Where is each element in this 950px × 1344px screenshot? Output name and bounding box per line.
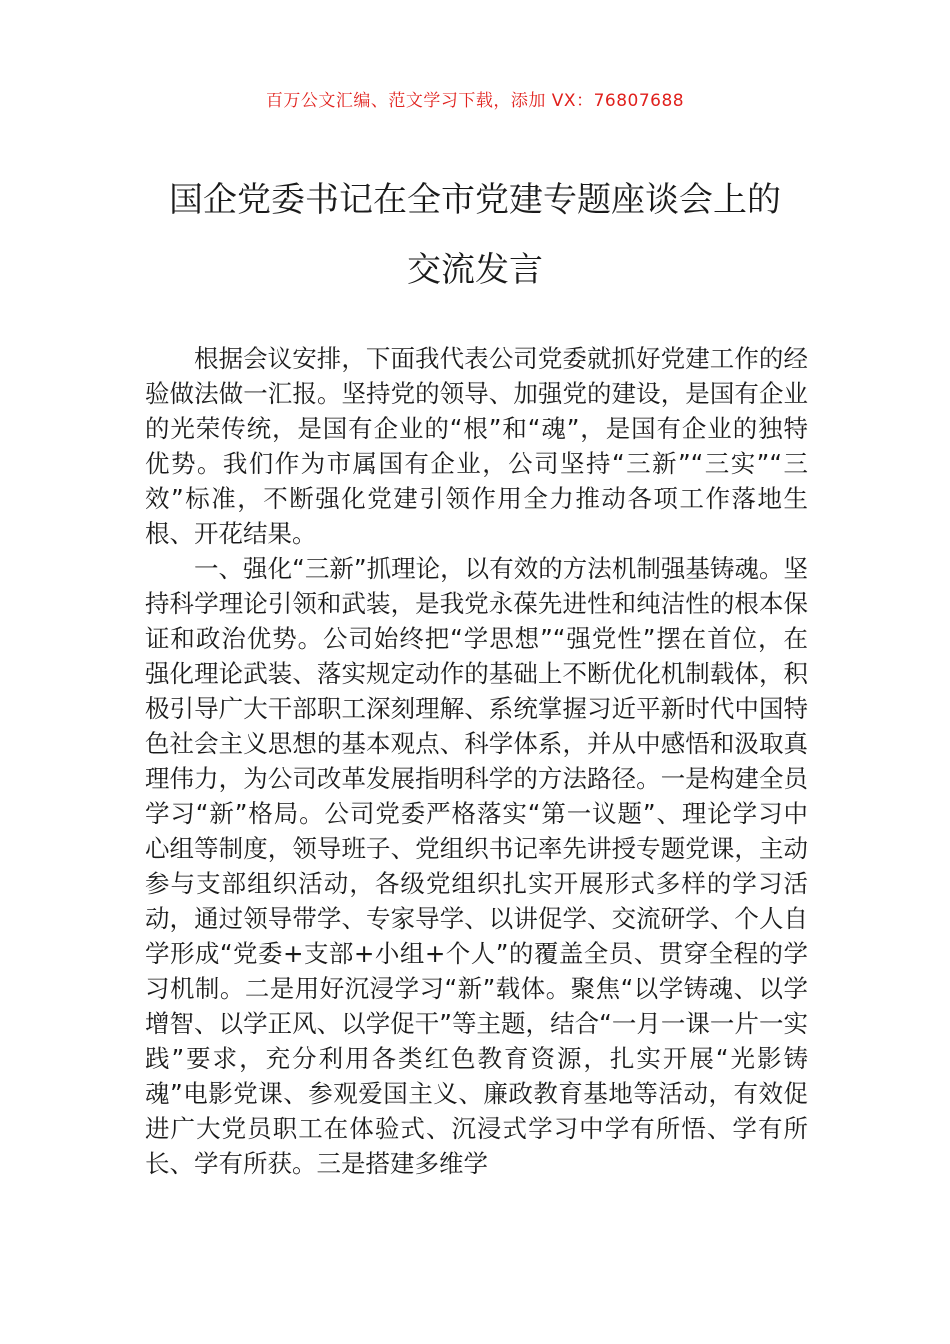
header-watermark-note: 百万公文汇编、范文学习下载，添加 VX：76807688 <box>265 91 685 111</box>
document-title-line-2: 交流发言 <box>407 250 543 290</box>
body-paragraph-1: 根据会议安排，下面我代表公司党委就抓好党建工作的经验做法做一汇报。坚持党的领导、加强党的建设，是国有企业的光荣传统，是国有企业的“根”和“魂”，是国有企业的独特优势。我们作为市属国有企业，公司坚持“三新”“三实”“三效”标准，不断强化党建引领作用全力推动各项工作落地生根、开花结果。 <box>145 344 808 548</box>
document-body <box>145 341 808 1181</box>
body-paragraph-2: 一、强化“三新”抓理论，以有效的方法机制强基铸魂。坚持科学理论引领和武装，是我党永葆先进性和纯洁性的根本保证和政治优势。公司始终把“学思想”“强党性”摆在首位，在强化理论武装、落实规定动作的基础上不断优化机制载体，积极引导广大干部职工深刻理解、系统掌握习近平新时代中国特色社会主义思想的基本观点、科学体系，并从中感悟和汲取真理伟力，为公司改革发展指明科学的方法路径。一是构建全员学习“新”格局。公司党委严格落实“第一议题”、理论学习中心组等制度，领导班子、党组织书记率先讲授专题党课，主动参与支部组织活动，各级党组织扎实开展形式多样的学习活动，通过领导带学、专家导学、以讲促学、交流研学、个人自学形成“党委+支部+小组+个人”的覆盖全员、贯穿全程的学习机制。二是用好沉浸学习“新”载体。聚焦“以学铸魂、以学增智、以学正风、以学促干”等主题，结合“一月一课一片一实践”要求，充分利用各类红色教育资源，扎实开展“光影铸魂”电影党课、参观爱国主义、廉政教育基地等活动，有效促进广大党员职工在体验式、沉浸式学习中学有所悟、学有所长、学有所获。三是搭建多维学 <box>145 554 808 1178</box>
document-title-line-1: 国企党委书记在全市党建专题座谈会上的 <box>169 180 781 220</box>
